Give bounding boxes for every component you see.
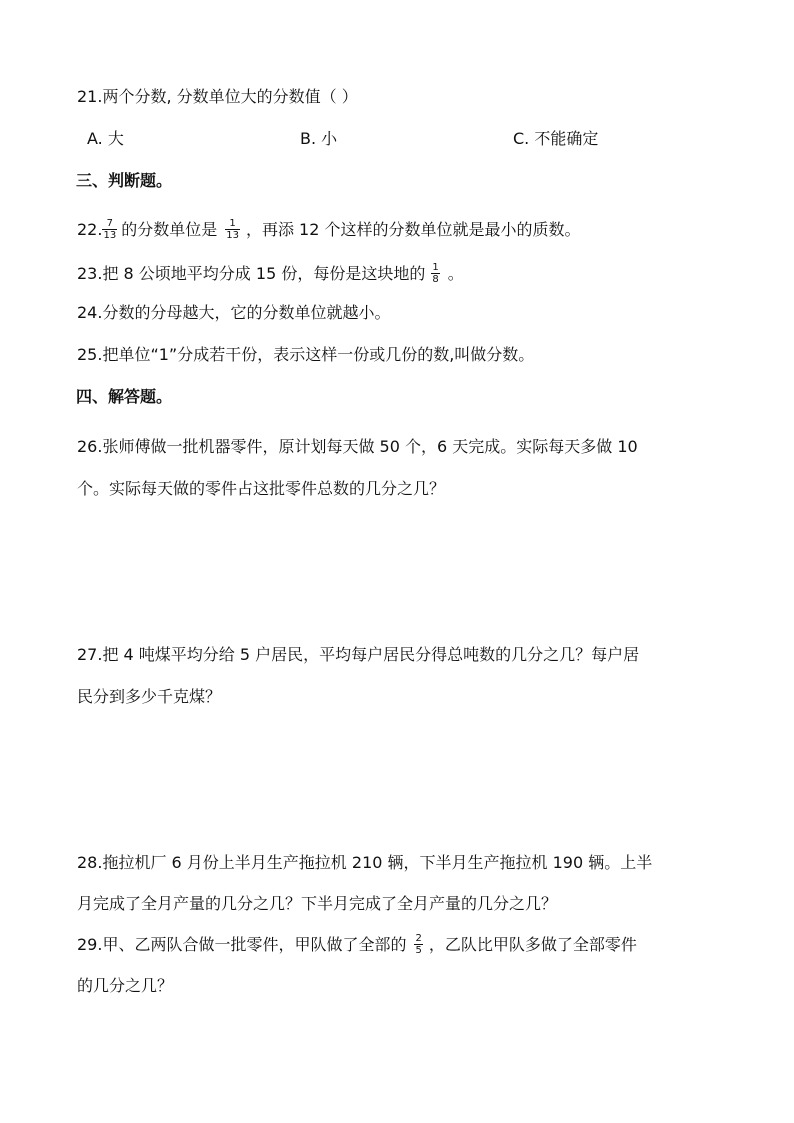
q22-frac1-numerator: 7	[106, 218, 113, 229]
q22-frac2-denominator: 13	[226, 230, 239, 241]
q22-frac2-numerator: 1	[229, 218, 236, 229]
q21-stem: 21.两个分数, 分数单位大的分数值（ ）	[77, 87, 358, 106]
q21-option-c: C. 不能确定	[513, 129, 599, 148]
question-22	[77, 219, 580, 242]
q29-line-1	[77, 934, 637, 957]
q22-prefix: 22.	[77, 220, 103, 239]
q26-line-2: 个。实际每天做的零件占这批零件总数的几分之几？	[77, 479, 446, 498]
q22-fraction-1	[102, 218, 117, 241]
q27-line-2: 民分到多少千克煤？	[77, 687, 222, 706]
q29-prefix: 29.甲、乙两队合做一批零件，甲队做了全部的	[77, 935, 407, 954]
q22-frac1-denominator: 13	[103, 230, 117, 241]
q23-fraction	[431, 262, 439, 285]
q23-suffix: 。	[447, 264, 464, 283]
q28-line-2: 月完成了全月产量的几分之几？下半月完成了全月产量的几分之几？	[77, 894, 558, 913]
question-23	[77, 263, 464, 286]
q29-line-2: 的几分之几？	[77, 976, 174, 995]
question-25: 25.把单位“1”分成若干份，表示这样一份或几份的数,叫做分数。	[77, 345, 535, 364]
q29-fraction	[414, 933, 422, 956]
question-24: 24.分数的分母越大，它的分数单位就越小。	[77, 303, 391, 322]
q29-frac-numerator: 2	[415, 933, 422, 944]
q23-prefix: 23.把 8 公顷地平均分成 15 份，每份是这块地的	[77, 264, 426, 283]
q21-option-a: A. 大	[87, 129, 124, 148]
q26-line-1: 26.张师傅做一批机器零件，原计划每天做 50 个，6 天完成。实际每天多做 10	[77, 437, 638, 456]
q22-mid: 的分数单位是	[121, 220, 218, 239]
q22-fraction-2	[225, 218, 240, 241]
section-4-title: 四、解答题。	[76, 387, 173, 406]
q29-suffix: ，乙队比甲队多做了全部零件	[428, 935, 637, 954]
q23-frac-numerator: 1	[432, 262, 439, 273]
q23-frac-denominator: 8	[432, 274, 439, 285]
q27-line-1: 27.把 4 吨煤平均分给 5 户居民，平均每户居民分得总吨数的几分之几？每户居	[77, 645, 640, 664]
q29-frac-denominator: 5	[415, 945, 422, 956]
q22-suffix: ，再添 12 个这样的分数单位就是最小的质数。	[245, 220, 581, 239]
q28-line-1: 28.拖拉机厂 6 月份上半月生产拖拉机 210 辆，下半月生产拖拉机 190 辆。上半	[77, 853, 653, 872]
q21-option-b: B. 小	[300, 129, 338, 148]
section-3-title: 三、判断题。	[76, 171, 173, 190]
